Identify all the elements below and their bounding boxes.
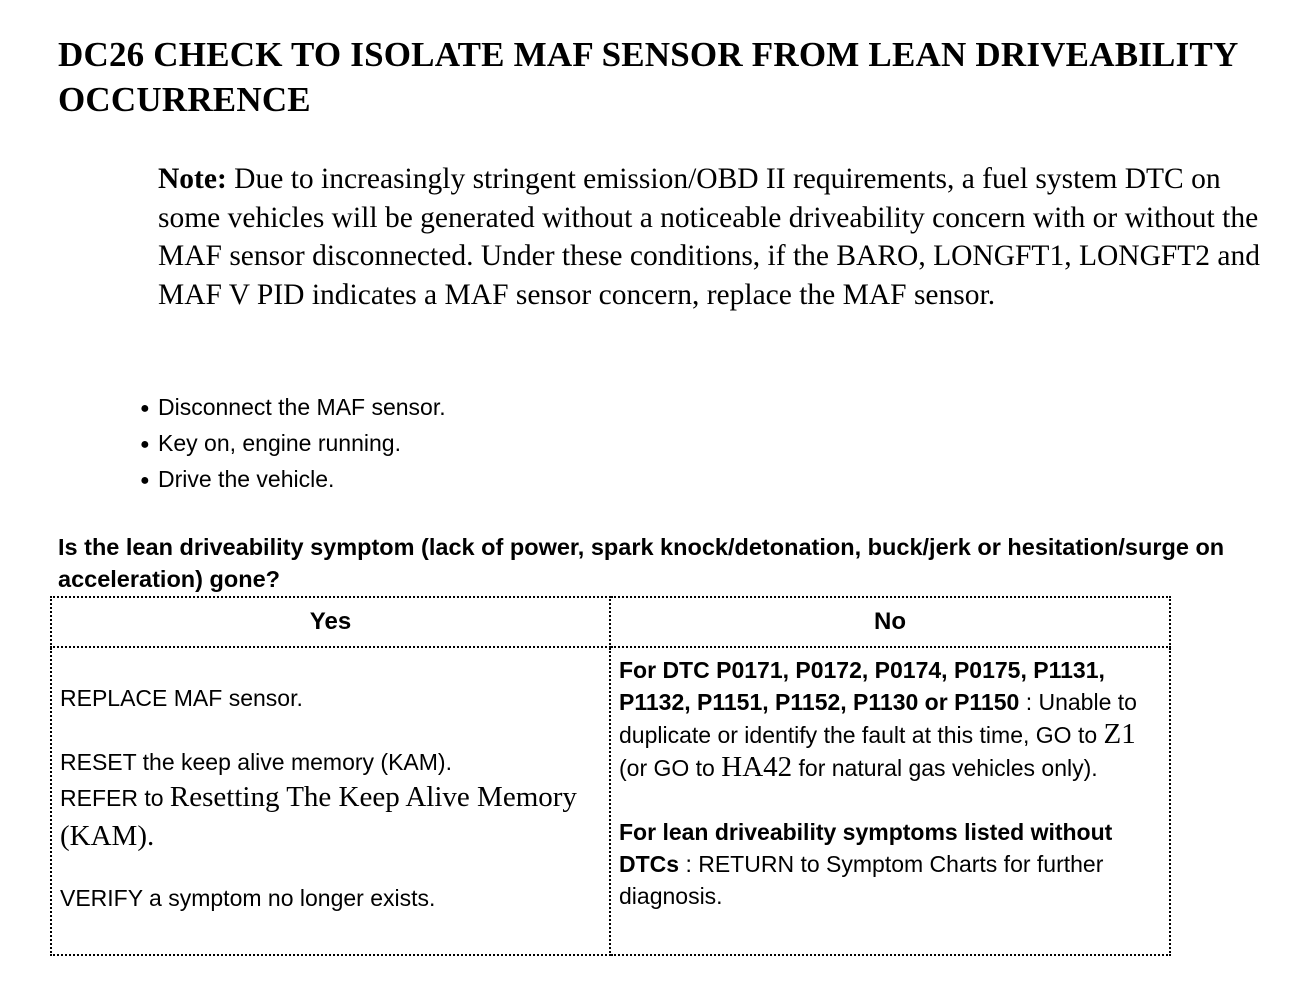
ha42-link[interactable]: HA42 (721, 751, 793, 783)
note-label: Note: (158, 163, 227, 195)
lean-label: For lean driveability symptoms listed without DTCs (619, 819, 1113, 877)
dtc-text-1: : Unable to duplicate or identify the fault at this time, GO to (619, 689, 1137, 748)
dtc-label: For DTC P0171, P0172, P0174, P0175, P1131, P1132, P1151, P1152, P1130 or P1150 (619, 657, 1105, 715)
yes-refer-prefix: REFER to (60, 785, 170, 811)
decision-question: Is the lean driveability symptom (lack of power, spark knock/detonation, buck/jerk or hesitation/surge on acceleration) gone? (58, 534, 1225, 592)
yes-verify-line: VERIFY a symptom no longer exists. (60, 885, 436, 911)
step-text: Disconnect the MAF sensor. (158, 394, 446, 420)
step-item (140, 426, 446, 462)
table-header-row (51, 597, 1170, 647)
table-row (51, 647, 1170, 955)
yes-header: Yes (51, 597, 610, 647)
yes-reset-line: RESET the keep alive memory (KAM). (60, 749, 452, 775)
yes-refer-line (60, 778, 601, 856)
lean-text: : RETURN to Symptom Charts for further diagnosis. (619, 851, 1104, 909)
yes-refer-suffix: . (147, 820, 155, 852)
dtc-text-3: for natural gas vehicles only). (792, 755, 1098, 781)
step-item (140, 462, 446, 498)
z1-link[interactable]: Z1 (1103, 718, 1136, 750)
yes-action-cell (51, 647, 610, 955)
note-text: Due to increasingly stringent emission/OBD II requirements, a fuel system DTC on some vehicles will be generated without a noticeable driveability concern with or without the MAF sensor disconnected. Under these conditions, if the BARO, LONGFT1, LONGFT2 and MAF V PID indicates a MAF sensor concern, replace the MAF sensor. (158, 163, 1261, 311)
procedure-steps (140, 390, 446, 498)
dtc-text-2: (or GO to (619, 755, 722, 781)
no-action-cell (610, 647, 1170, 955)
yes-replace-line: REPLACE MAF sensor. (60, 685, 303, 711)
page-title: DC26 CHECK TO ISOLATE MAF SENSOR FROM LEAN DRIVEABILITY OCCURRENCE (58, 35, 1238, 119)
no-header: No (610, 597, 1170, 647)
no-dtc-paragraph (619, 654, 1161, 784)
note-paragraph (158, 160, 1278, 314)
step-item (140, 390, 446, 426)
decision-table (50, 596, 1171, 956)
bullet-icon: ● (140, 400, 150, 417)
bullet-icon: ● (140, 436, 150, 453)
step-text: Key on, engine running. (158, 430, 401, 456)
step-text: Drive the vehicle. (158, 466, 335, 492)
bullet-icon: ● (140, 472, 150, 489)
no-lean-paragraph (619, 816, 1161, 912)
resetting-kam-link[interactable]: Resetting The Keep Alive Memory (KAM) (60, 781, 577, 852)
